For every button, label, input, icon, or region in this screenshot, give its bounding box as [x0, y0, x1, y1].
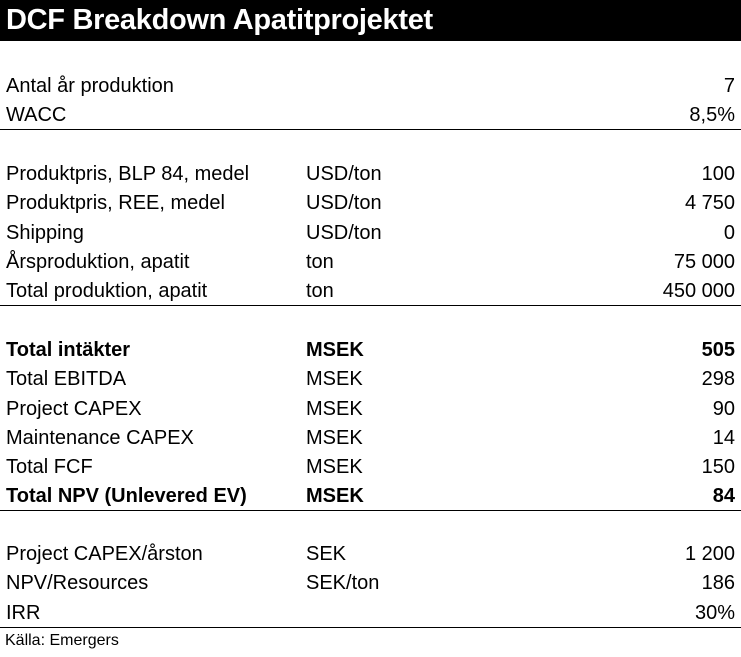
table-row — [0, 189, 741, 218]
table-row — [0, 72, 741, 101]
divider — [0, 305, 741, 306]
row-unit: USD/ton — [306, 163, 382, 185]
row-value: 90 — [712, 397, 735, 420]
row-unit: MSEK — [306, 397, 363, 420]
row-label: Project CAPEX/årston — [6, 543, 203, 565]
row-value: 14 — [712, 426, 735, 449]
row-unit: MSEK — [306, 485, 364, 508]
row-unit: ton — [306, 280, 334, 303]
table-row — [0, 248, 741, 277]
table-row — [0, 101, 741, 130]
table-row — [0, 277, 741, 306]
row-label: NPV/Resources — [6, 572, 149, 595]
table-row — [0, 599, 741, 628]
row-label: IRR — [6, 601, 41, 624]
section-key-ratios — [0, 540, 741, 628]
row-label: Total NPV (Unlevered EV) — [6, 485, 247, 508]
row-label: Project CAPEX — [6, 397, 142, 420]
row-value: 0 — [723, 221, 735, 244]
row-label: Total FCF — [6, 456, 93, 479]
row-label: Produktpris, REE, medel — [6, 192, 225, 215]
table-row — [0, 540, 741, 569]
table-title: DCF Breakdown Apatitprojektet — [6, 4, 433, 36]
row-value: 450 000 — [662, 280, 735, 303]
row-label: Total intäkter — [6, 339, 131, 361]
divider — [0, 627, 741, 628]
source-note: Källa: Emergers — [5, 632, 119, 649]
row-unit: SEK — [306, 543, 347, 565]
row-label: Antal år produktion — [6, 75, 174, 97]
row-unit: USD/ton — [306, 221, 382, 244]
row-label: Total produktion, apatit — [6, 280, 208, 303]
title-bar — [0, 0, 741, 41]
row-value: 8,5% — [689, 104, 735, 127]
row-label: Produktpris, BLP 84, medel — [6, 163, 250, 185]
row-label: Shipping — [6, 221, 84, 244]
section-financials — [0, 336, 741, 512]
row-unit: SEK/ton — [306, 572, 380, 595]
row-unit: USD/ton — [306, 192, 382, 215]
row-label: Maintenance CAPEX — [6, 426, 194, 449]
table-row — [0, 160, 741, 189]
table-row — [0, 219, 741, 248]
section-prices-production — [0, 160, 741, 306]
row-value: 100 — [701, 163, 735, 185]
row-value: 298 — [701, 368, 735, 391]
divider — [0, 129, 741, 130]
row-value: 186 — [701, 572, 735, 595]
row-value: 7 — [723, 75, 735, 97]
row-value: 505 — [701, 339, 735, 361]
table-row — [0, 395, 741, 424]
row-label: WACC — [6, 104, 67, 127]
section-project-parameters — [0, 72, 741, 131]
row-unit: ton — [306, 250, 334, 273]
table-row — [0, 482, 741, 511]
table-row — [0, 569, 741, 598]
table-row — [0, 365, 741, 394]
divider — [0, 510, 741, 511]
row-unit: MSEK — [306, 426, 363, 449]
row-value: 84 — [712, 485, 735, 508]
row-unit: MSEK — [306, 456, 363, 479]
row-label: Årsproduktion, apatit — [6, 250, 190, 273]
row-value: 150 — [701, 456, 735, 479]
table-row — [0, 424, 741, 453]
row-unit: MSEK — [306, 368, 363, 391]
table-row — [0, 453, 741, 482]
row-label: Total EBITDA — [6, 368, 127, 391]
table-row — [0, 336, 741, 365]
row-value: 4 750 — [684, 192, 735, 215]
row-unit: MSEK — [306, 339, 364, 361]
row-value: 30% — [694, 601, 735, 624]
row-value: 1 200 — [684, 543, 735, 565]
row-value: 75 000 — [673, 250, 735, 273]
